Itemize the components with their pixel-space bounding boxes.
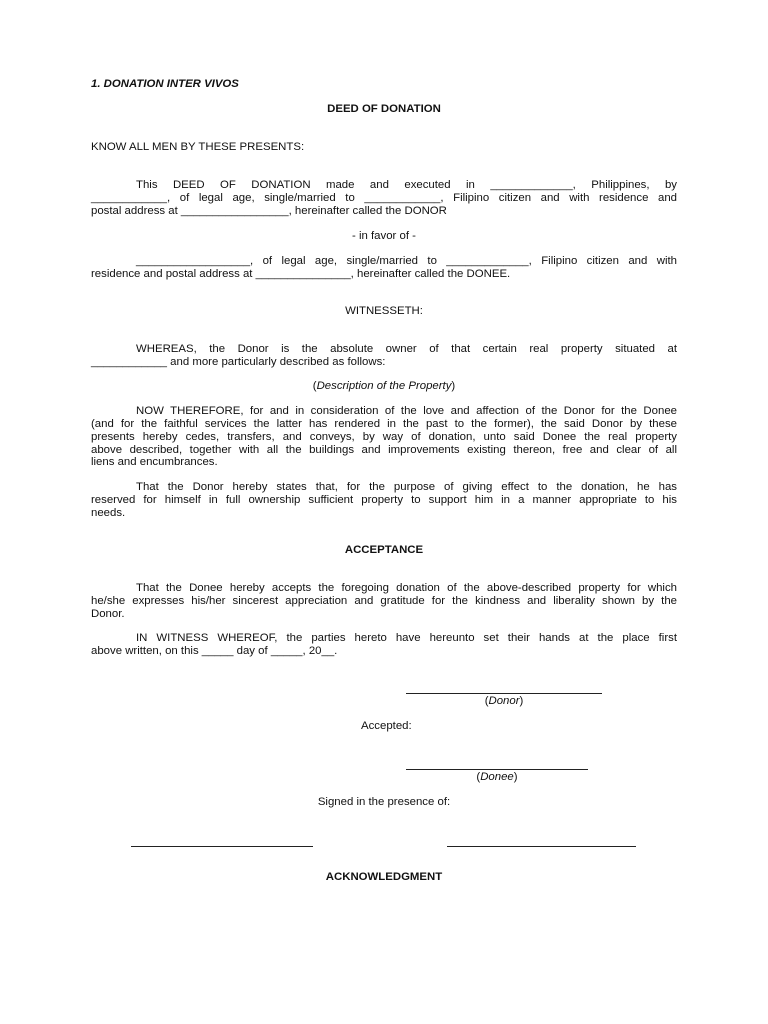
witnesseth-heading: WITNESSETH: (345, 305, 423, 317)
reservation-line-2: reserved for himself in full ownership sufficient property to support him in a manner appropriate to his (91, 494, 677, 506)
witness-whereof-line-1: IN WITNESS WHEREOF, the parties hereto have hereunto set their hands at the place first (136, 632, 677, 644)
donee-line-2: residence and postal address at _______________, hereinafter called the DONEE. (91, 268, 511, 280)
now-therefore-line-2: (and for the faithful services the latter has rendered in the past to the former), the said Donor by these (91, 418, 677, 430)
in-favor-of: - in favor of - (352, 230, 416, 242)
donee-signature-line (406, 769, 588, 770)
donor-signature-line (406, 693, 602, 694)
intro-line-3: postal address at _________________, hereinafter called the DONOR (91, 205, 447, 217)
reservation-line-1: That the Donor hereby states that, for the purpose of giving effect to the donation, he has (136, 481, 677, 493)
property-description: (Description of the Property) (312, 380, 456, 392)
acceptance-line-2: he/she expresses his/her sincerest appreciation and gratitude for the kindness and liberality shown by the (91, 595, 677, 607)
whereas-line-2: ____________ and more particularly described as follows: (91, 356, 386, 368)
signed-presence: Signed in the presence of: (317, 796, 451, 808)
acceptance-line-3: Donor. (91, 608, 125, 620)
witness-whereof-line-2: above written, on this _____ day of _____, 20__. (91, 645, 338, 657)
preamble: KNOW ALL MEN BY THESE PRESENTS: (91, 141, 305, 153)
now-therefore-line-3: presents hereby cedes, transfers, and conveys, by way of donation, unto said Donee the real property (91, 431, 677, 443)
now-therefore-line-5: liens and encumbrances. (91, 456, 218, 468)
witness-signature-line-1 (131, 846, 313, 847)
acknowledgment-heading: ACKNOWLEDGMENT (325, 871, 443, 883)
now-therefore-line-4: above described, together with all the buildings and improvements existing thereon, free and clear of all (91, 444, 677, 456)
donor-signature-label: (Donor) (484, 695, 524, 707)
whereas-line-1: WHEREAS, the Donor is the absolute owner of that certain real property situated at (136, 343, 677, 355)
intro-line-1: This DEED OF DONATION made and executed in _____________, Philippines, by (136, 179, 677, 191)
witness-signature-line-2 (447, 846, 636, 847)
intro-line-2: ____________, of legal age, single/married to ____________, Filipino citizen and with residence and (91, 192, 677, 204)
acceptance-heading: ACCEPTANCE (344, 544, 424, 556)
now-therefore-line-1: NOW THEREFORE, for and in consideration of the love and affection of the Donor for the Donee (136, 405, 677, 417)
acceptance-line-1: That the Donee hereby accepts the foregoing donation of the above-described property for which (136, 582, 677, 594)
document-title: DEED OF DONATION (327, 103, 441, 115)
donee-line-1: __________________, of legal age, single/married to _____________, Filipino citizen and with (136, 255, 677, 267)
donee-signature-label: (Donee) (476, 771, 518, 783)
property-description-text: Description of the Property (316, 380, 452, 392)
reservation-line-3: needs. (91, 507, 126, 519)
accepted-label: Accepted: (361, 720, 412, 732)
section-heading: 1. DONATION INTER VIVOS (91, 78, 239, 90)
